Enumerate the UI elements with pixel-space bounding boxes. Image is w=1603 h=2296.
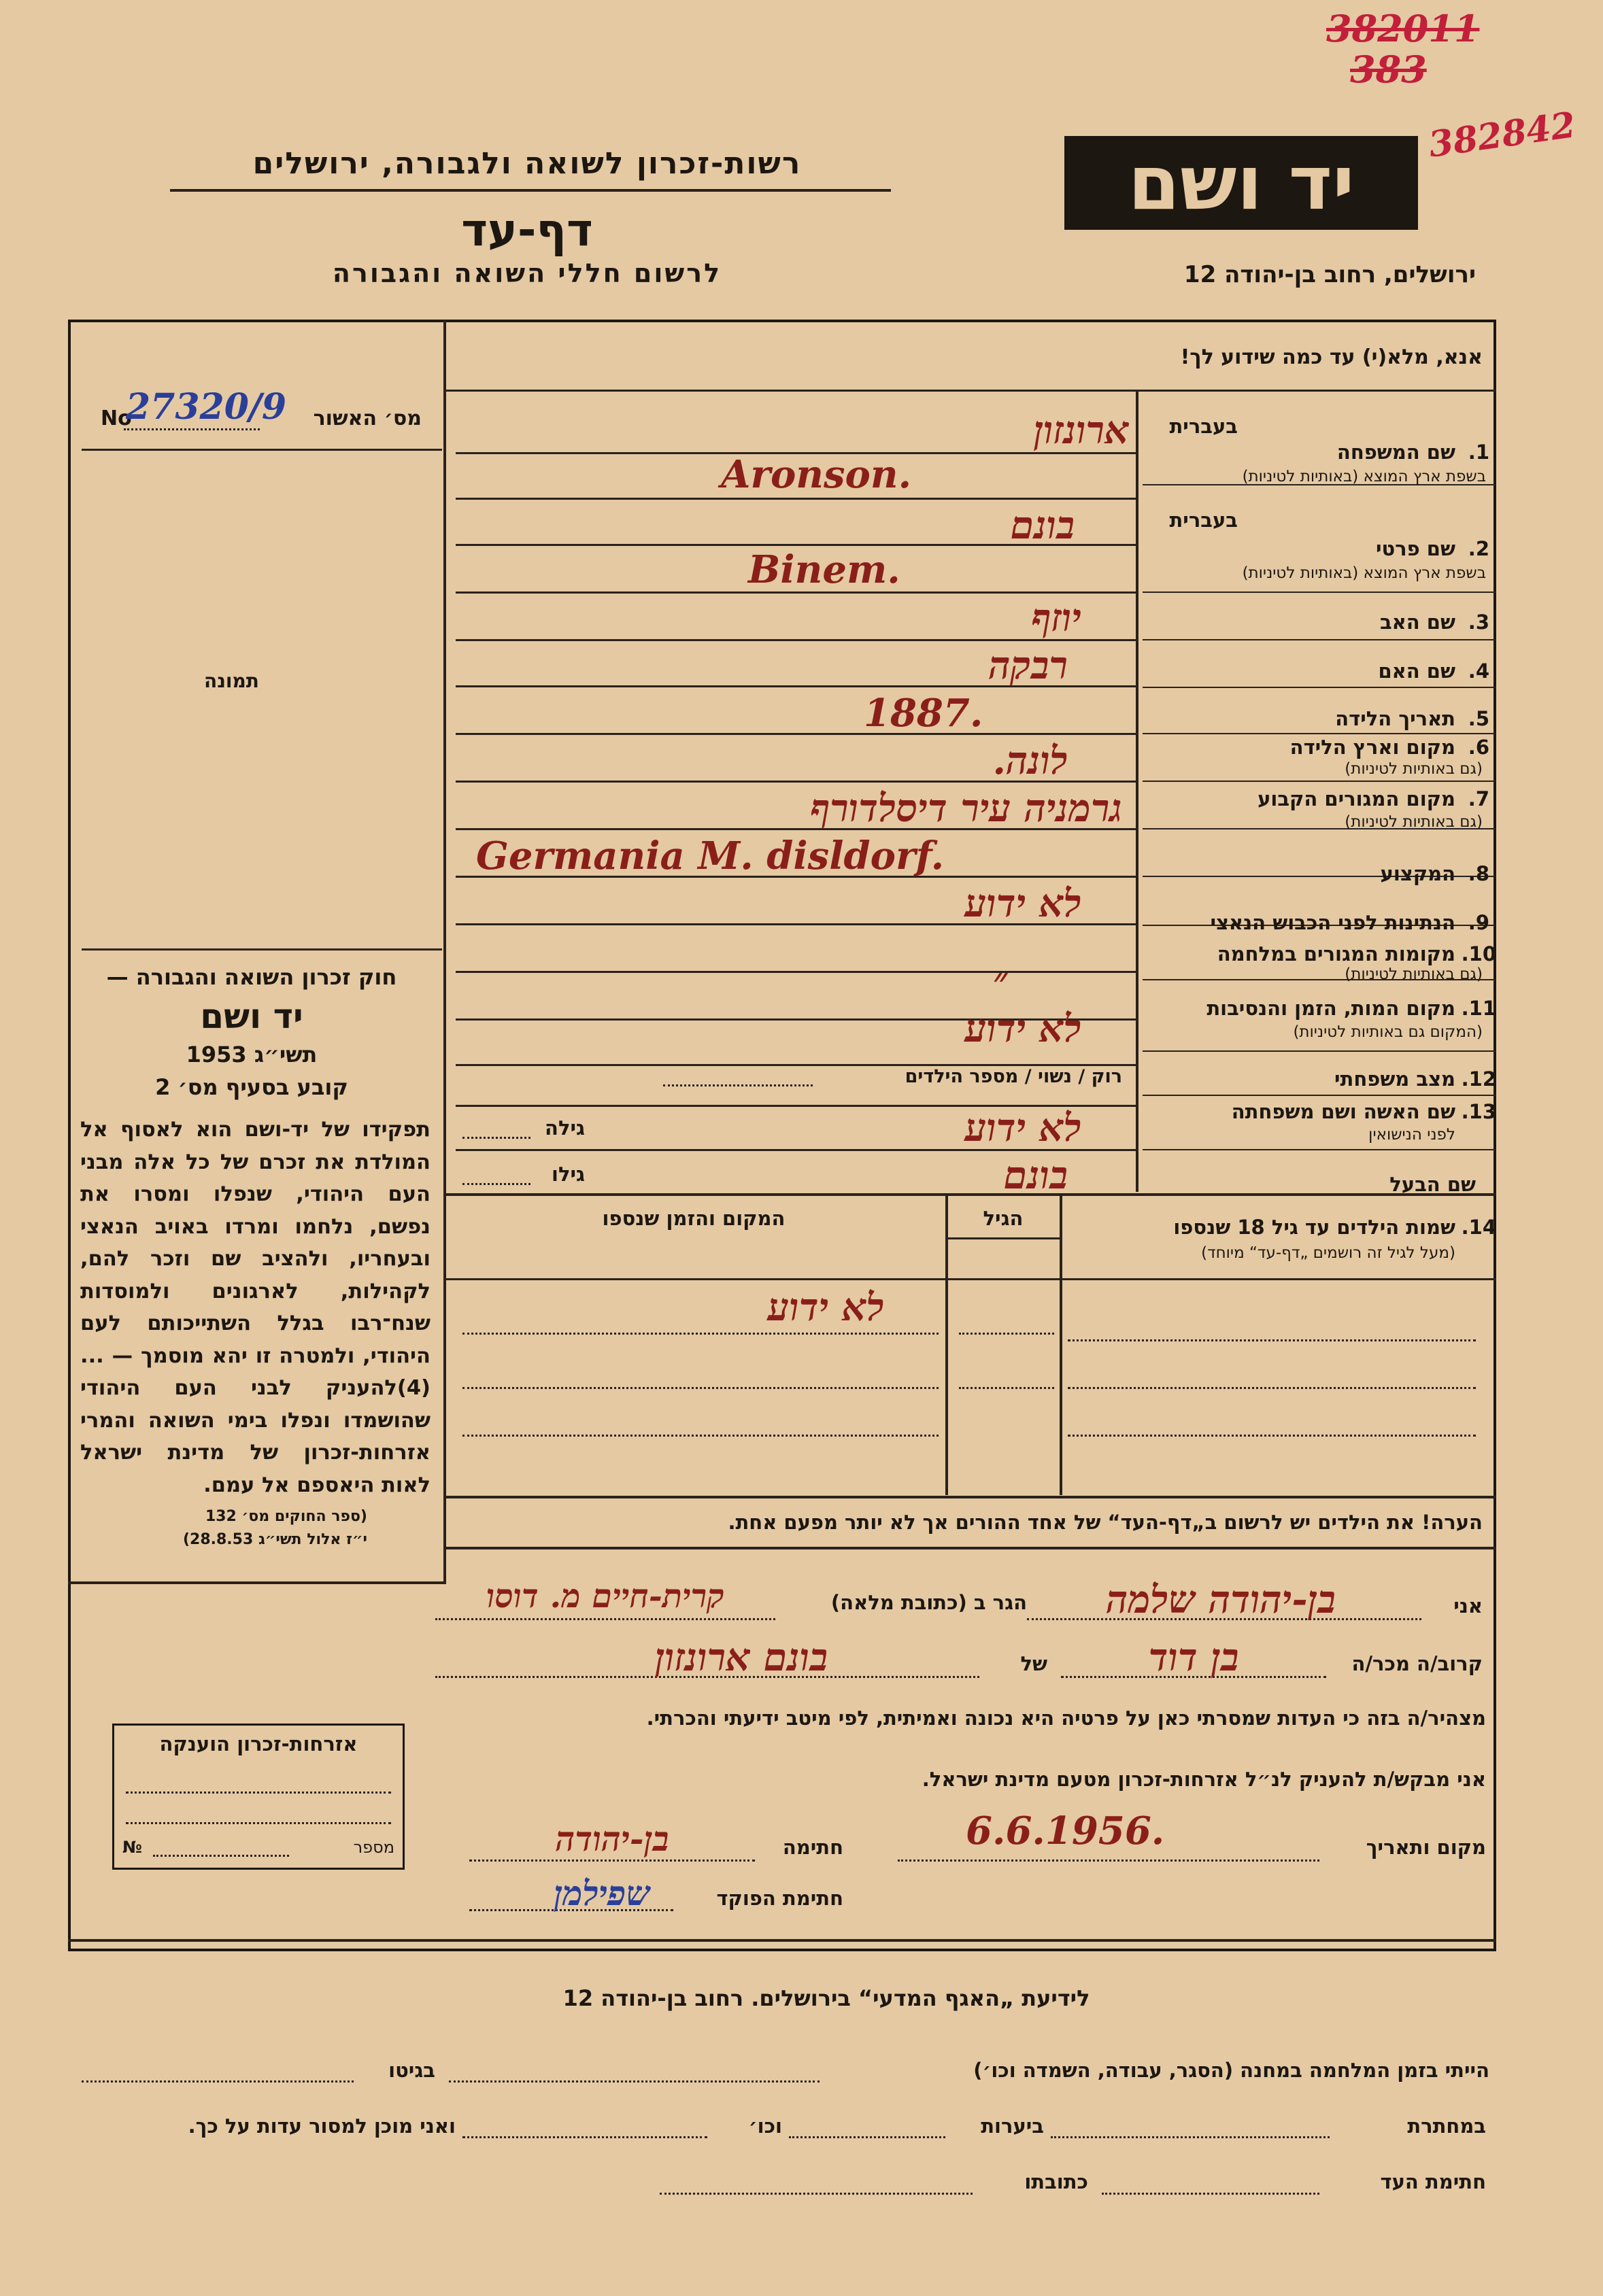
first-name-label: שם פרטי bbox=[1375, 537, 1455, 560]
birth-date-value: 1887. bbox=[864, 691, 983, 736]
relation-label: קרוב/ה מכר/ה bbox=[1351, 1652, 1483, 1675]
residence-latin-value: Germania M. disldorf. bbox=[476, 834, 945, 878]
maiden-hint: לפני הנישואין bbox=[1368, 1126, 1455, 1144]
field-number: 13. bbox=[1461, 1100, 1496, 1123]
first-name-hebrew-value: בונם bbox=[1010, 503, 1075, 548]
field-number: 2. bbox=[1468, 537, 1489, 560]
husband-age-label: גילו bbox=[552, 1163, 585, 1186]
address: ירושלים, רחוב בן-יהודה 12 bbox=[1183, 261, 1476, 288]
wife-name-label: שם האשה ושם משפחתה bbox=[1231, 1100, 1455, 1123]
birth-place-value: לונה. bbox=[992, 738, 1068, 783]
latin-hint: בשפת ארץ המוצא (באותיות לטיניות) bbox=[1242, 564, 1486, 582]
authority-name: רשות-זכרון לשואה ולגבורה, ירושלים bbox=[252, 146, 802, 181]
stamp-number-crossed: 382011 bbox=[1326, 7, 1480, 50]
field-number: 5. bbox=[1468, 707, 1489, 730]
wife-age-label: גילה bbox=[545, 1116, 585, 1140]
field-number: 9. bbox=[1468, 911, 1489, 934]
husband-name-value: בונם bbox=[1003, 1153, 1068, 1198]
willing-testimony-label: ואני מוכן למסור עדות על כך. bbox=[188, 2114, 456, 2138]
yad-vashem-logo: יד ושם bbox=[1064, 136, 1418, 230]
field-number: 1. bbox=[1468, 441, 1489, 464]
field-number: 6. bbox=[1468, 736, 1489, 759]
law-section: קובע בסעיף מס׳ 2 bbox=[155, 1074, 348, 1100]
declarant-label: אני bbox=[1453, 1594, 1483, 1617]
hebrew-tag: בעברית bbox=[1169, 415, 1238, 438]
approval-label: מס׳ האשור bbox=[313, 407, 422, 430]
request-text: אני מבקש/ת להעניק לנ״ל אזרחות-זכרון מטעם מדינת ישראל. bbox=[922, 1768, 1486, 1791]
statement-text: מצהיר/ה בזה כי העדות שמסרתי כאן על פרטיה היא נכונה ואמיתית, לפי מיטב ידיעתי והכרתי. bbox=[646, 1707, 1486, 1730]
law-text: תפקידו של יד-ושם הוא לאסוף אל המולדת את זכרם של כל אלה מבני העם היהודי, שנפלו ומסרו את נפשם, נלחמו ומרדו באויב הנאצי ובעחריו, ולהציב שם וזכר להם, לקהילות, לארגונים ולמוסדות שנח־רבו בגלל השתייכותם לעם היהודי, ולמטרה זו יהא מוסמך — ...(4)להעניק לבני העם היהודי שהושמדו ונפלו בימי השואה והמרי אזרחות-זכרון של מדינת ישראל לאות היאספם אל עמם. bbox=[80, 1118, 431, 1497]
wife-name-value: לא ידוע bbox=[964, 1106, 1081, 1150]
field-number: 7. bbox=[1468, 787, 1489, 810]
husband-name-label: שם הבעל bbox=[1389, 1173, 1476, 1196]
date-value: 6.6.1956. bbox=[966, 1809, 1165, 1853]
page-subtitle: לרשום חללי השואה והגבורה bbox=[332, 258, 722, 288]
family-name-label: שם המשפחה bbox=[1336, 441, 1455, 464]
declarant-name-value: בן-יהודה שלמה bbox=[1106, 1577, 1336, 1622]
certificate-number-prefix: № bbox=[122, 1838, 142, 1857]
witness-address-label: כתובתו bbox=[1024, 2170, 1088, 2193]
hebrew-tag: בעברית bbox=[1169, 509, 1238, 532]
law-year: תשי״ג 1953 bbox=[186, 1042, 318, 1067]
death-place-label: מקום המות, הזמן והנסיבות bbox=[1207, 997, 1455, 1020]
certificate-number-label: מספר bbox=[353, 1838, 394, 1857]
war-residence-value: ״ bbox=[993, 959, 1008, 1004]
photo-placeholder-label: תמונה bbox=[204, 670, 259, 692]
relation-value: בן דוד bbox=[1148, 1635, 1239, 1680]
witness-signature-label: חתימת העד bbox=[1380, 2170, 1486, 2193]
residence-hebrew-value: גרמניה עיר דיסלדורף bbox=[810, 786, 1122, 831]
camp-statement: הייתי בזמן המלחמה במחנה (הסגר, עבודה, השמדה וכו׳) bbox=[973, 2059, 1489, 2082]
approval-no-prefix: No bbox=[101, 407, 132, 430]
form-instruction: אנא, מלא(י) עד כמה שידוע לך! bbox=[1180, 345, 1483, 369]
page-title: דף-עד bbox=[461, 204, 593, 256]
signature-label: חתימה bbox=[782, 1836, 843, 1859]
underground-label: במחתרת bbox=[1407, 2114, 1486, 2138]
father-name-label: שם האב bbox=[1379, 611, 1455, 634]
official-signature-label: חתימת הפוקד bbox=[716, 1887, 843, 1910]
family-name-hebrew-value: ארונזון bbox=[1033, 408, 1129, 453]
children-place-column: המקום והזמן שנספו bbox=[602, 1207, 786, 1230]
death-place-value: לא ידוע bbox=[964, 1006, 1081, 1051]
war-residence-label: מקומות המגורים במלחמה bbox=[1217, 942, 1455, 965]
family-status-label: מצב משפחתי bbox=[1334, 1067, 1455, 1091]
signature-value: בן-יהודה bbox=[555, 1819, 669, 1859]
field-number: 10. bbox=[1461, 942, 1496, 965]
children-hint: (מעל לגיל זה רושמים „דף-עד“ מיוחד) bbox=[1201, 1244, 1455, 1262]
declarant-address-value: קרית-חיים מ. דוסו bbox=[486, 1577, 724, 1615]
children-label: שמות הילדים עד גיל 18 שנספו bbox=[1173, 1216, 1455, 1239]
profession-value: לא ידוע bbox=[964, 881, 1081, 926]
profession-label: המקצוע bbox=[1380, 862, 1455, 885]
children-note: הערה! את הילדים יש לרשום ב„דף-העד“ של אחד ההורים אך לא יותר מפעם אחת. bbox=[728, 1511, 1483, 1534]
mother-name-value: רבקה bbox=[988, 643, 1068, 688]
law-reference: (ספר החוקים מס׳ 132 bbox=[205, 1508, 367, 1525]
residence-label: מקום המגורים הקבוע bbox=[1258, 787, 1455, 810]
place-date-label: מקום ותאריך bbox=[1366, 1836, 1486, 1859]
birth-place-label: מקום וארץ הלידה bbox=[1289, 736, 1455, 759]
law-name: יד ושם bbox=[200, 997, 303, 1036]
field-number: 11. bbox=[1461, 997, 1496, 1020]
law-title: חוק זכרון השואה והגבורה — bbox=[106, 964, 397, 990]
ghetto-label: בגיטו bbox=[388, 2059, 435, 2082]
family-status-options: רוק / נשוי / מספר הילדים bbox=[905, 1066, 1122, 1087]
children-age-column: הגיל bbox=[983, 1207, 1024, 1230]
field-number: 3. bbox=[1468, 611, 1489, 634]
children-value: לא ידוע bbox=[767, 1285, 884, 1330]
father-name-value: יוזף bbox=[1031, 596, 1081, 640]
approval-number: 27320/9 bbox=[126, 386, 287, 428]
stamp-number: 382842 bbox=[1425, 104, 1579, 166]
field-number: 4. bbox=[1468, 659, 1489, 683]
of-label: של bbox=[1020, 1652, 1047, 1675]
address-label: הגר ב (כתובת מלאה) bbox=[830, 1591, 1027, 1614]
nationality-label: הנתינות לפני הכבוש הנאצי bbox=[1210, 911, 1455, 934]
field-number: 14. bbox=[1461, 1216, 1496, 1239]
field-number: 8. bbox=[1468, 862, 1489, 885]
latin-hint: בשפת ארץ המוצא (באותיות לטיניות) bbox=[1242, 468, 1486, 485]
forests-label: ביערות bbox=[981, 2114, 1044, 2138]
field-number: 12. bbox=[1461, 1067, 1496, 1091]
scientific-department-header: לידיעת „האגף המדעי“ בירושלים. רחוב בן-יהודה 12 bbox=[562, 1985, 1090, 2011]
mother-name-label: שם האם bbox=[1378, 659, 1455, 683]
family-name-latin-value: Aronson. bbox=[721, 452, 912, 497]
birth-date-label: תאריך הלידה bbox=[1335, 707, 1455, 730]
latin-hint: (גם באותיות לטיניות) bbox=[1345, 965, 1483, 983]
latin-hint: (גם באותיות לטיניות) bbox=[1345, 813, 1483, 831]
etc-label: וכו׳ bbox=[748, 2114, 782, 2138]
certificate-title: אזרחות-זכרון הוענקה bbox=[159, 1732, 358, 1755]
of-value: בונם ארונזון bbox=[654, 1635, 828, 1680]
first-name-latin-value: Binem. bbox=[748, 547, 900, 592]
law-reference-date: י״ז אלול תשי״ג 28.8.53) bbox=[182, 1531, 367, 1548]
stamp-number-crossed: 383 bbox=[1350, 48, 1427, 91]
official-signature-value: שפילמן bbox=[554, 1873, 650, 1913]
latin-hint: (המקום גם באותיות לטיניות) bbox=[1293, 1023, 1483, 1041]
latin-hint: (גם באותיות לטיניות) bbox=[1345, 760, 1483, 778]
